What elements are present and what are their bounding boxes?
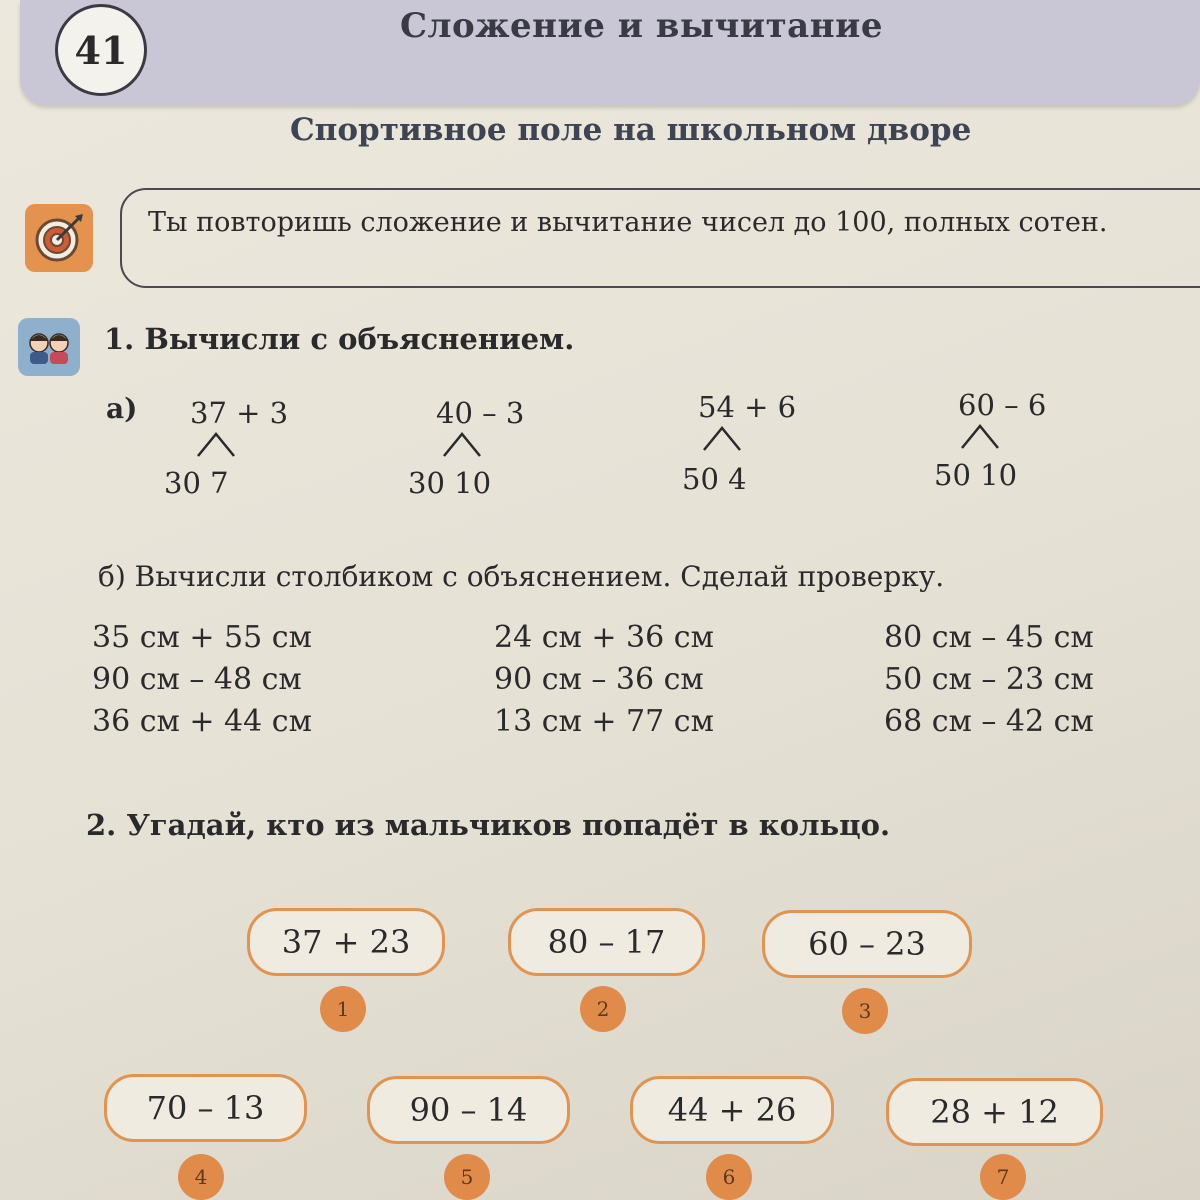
boy-number-badge: 7 xyxy=(980,1154,1026,1200)
expression-pill: 28 + 12 xyxy=(886,1078,1103,1146)
decomp-expression: 40 – 3 xyxy=(436,396,525,430)
expression-pill: 44 + 26 xyxy=(630,1076,834,1144)
column-exercise: 13 см + 77 см xyxy=(494,704,714,739)
decomp-parts: 50 10 xyxy=(934,458,1018,492)
column-exercise: 36 см + 44 см xyxy=(92,704,312,739)
decomp-expression: 60 – 6 xyxy=(958,388,1047,422)
expression-pill: 60 – 23 xyxy=(762,910,972,978)
expression-pill: 70 – 13 xyxy=(104,1074,307,1142)
lesson-title: Спортивное поле на школьном дворе xyxy=(290,112,972,148)
split-caret xyxy=(196,430,236,458)
expression-pill: 90 – 14 xyxy=(367,1076,570,1144)
decomp-expression: 54 + 6 xyxy=(698,390,797,424)
pair-work-icon xyxy=(18,318,80,376)
column-exercise: 50 см – 23 см xyxy=(884,662,1094,697)
part-b-heading: б) Вычисли столбиком с объяснением. Сделай проверку. xyxy=(98,560,945,593)
split-caret xyxy=(960,422,1000,450)
column-exercise: 35 см + 55 см xyxy=(92,620,312,655)
decomp-parts: 30 7 xyxy=(164,466,229,500)
decomp-parts: 30 10 xyxy=(408,466,492,500)
column-exercise: 90 см – 48 см xyxy=(92,662,302,697)
split-caret xyxy=(702,424,742,452)
target-icon xyxy=(25,204,93,272)
column-exercise: 68 см – 42 см xyxy=(884,704,1094,739)
decomp-parts: 50 4 xyxy=(682,462,747,496)
boy-number-badge: 1 xyxy=(320,986,366,1032)
expression-pill: 80 – 17 xyxy=(508,908,705,976)
part-a-label: а) xyxy=(106,392,138,425)
column-exercise: 80 см – 45 см xyxy=(884,620,1094,655)
boy-number-badge: 3 xyxy=(842,988,888,1034)
task1-heading: 1. Вычисли с объяснением. xyxy=(104,322,575,356)
goal-text: Ты повторишь сложение и вычитание чисел до 100, полных сотен. xyxy=(148,207,1108,238)
task2-heading: 2. Угадай, кто из мальчиков попадёт в кольцо. xyxy=(86,808,891,842)
boy-number-badge: 2 xyxy=(580,986,626,1032)
expression-pill: 37 + 23 xyxy=(247,908,445,976)
column-exercise: 24 см + 36 см xyxy=(494,620,714,655)
decomp-expression: 37 + 3 xyxy=(190,396,289,430)
section-title: Сложение и вычитание xyxy=(400,6,883,46)
split-caret xyxy=(442,430,482,458)
goal-box xyxy=(120,188,1200,288)
page-number: 41 xyxy=(55,4,147,96)
column-exercise: 90 см – 36 см xyxy=(494,662,704,697)
boy-number-badge: 5 xyxy=(444,1154,490,1200)
boy-number-badge: 6 xyxy=(706,1154,752,1200)
boy-number-badge: 4 xyxy=(178,1154,224,1200)
